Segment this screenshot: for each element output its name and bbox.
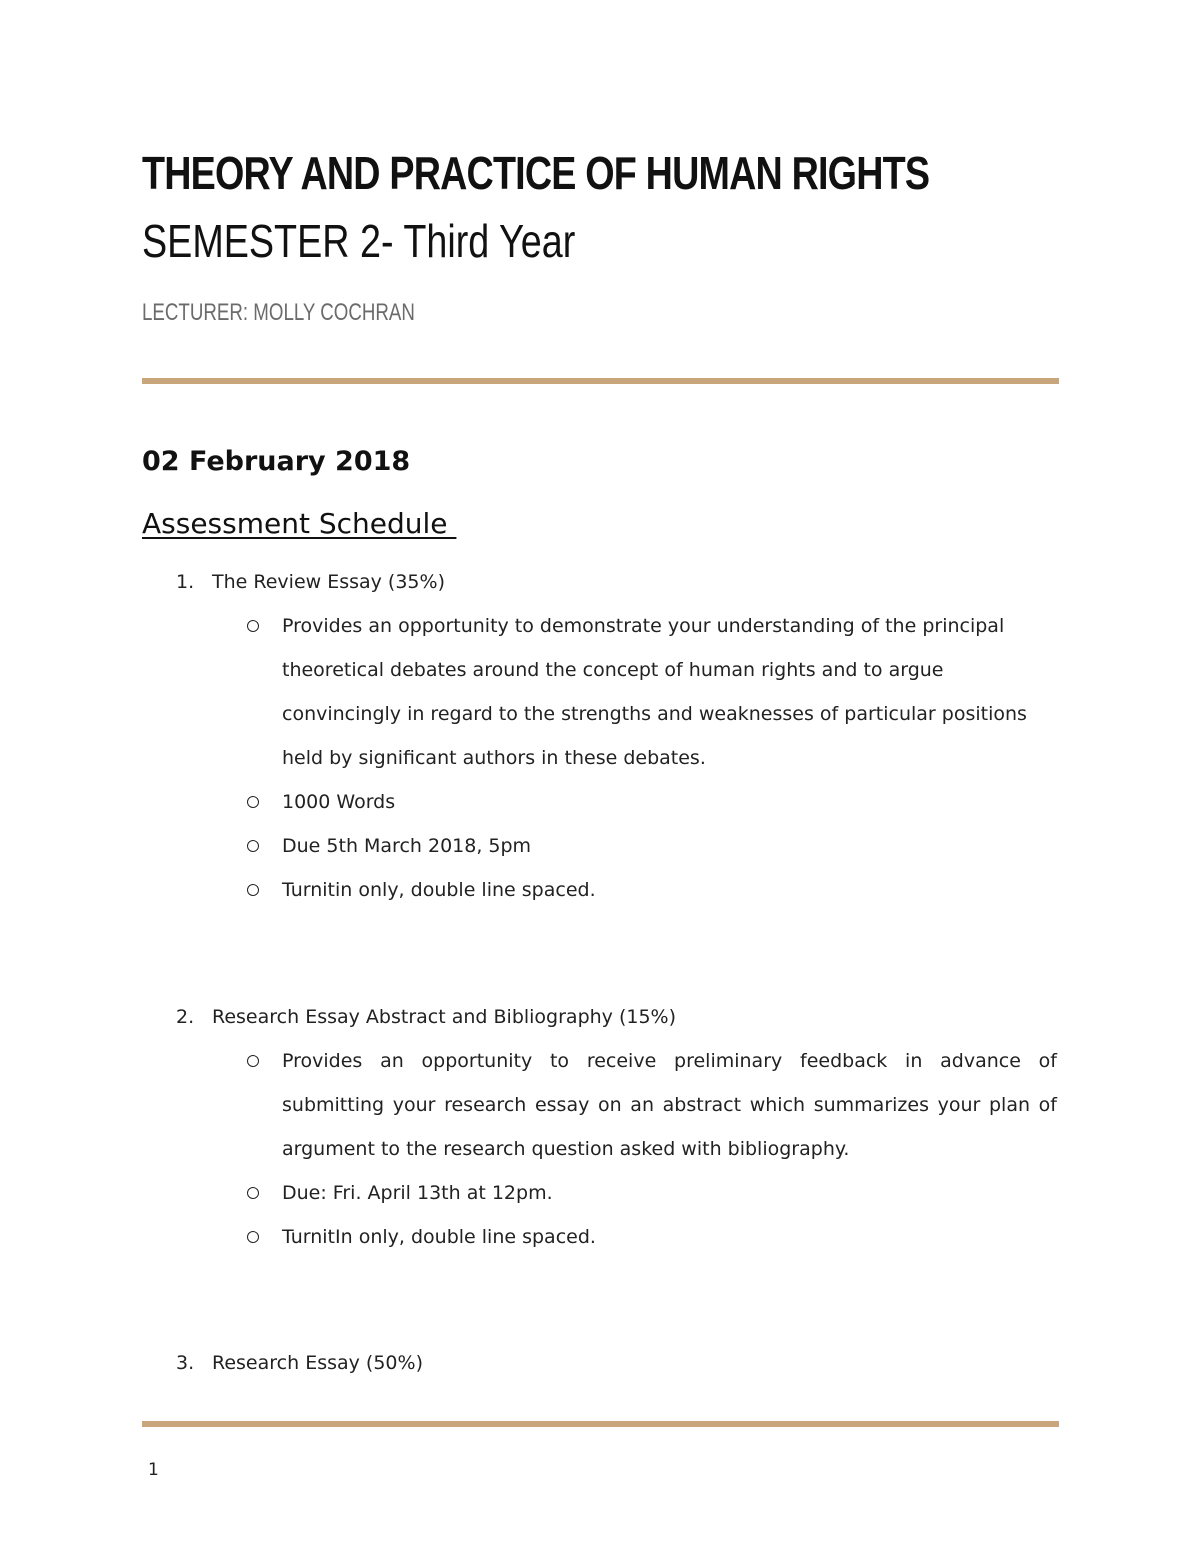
sub-bullet bbox=[247, 604, 1057, 780]
hollow-circle-bullet-icon bbox=[247, 1231, 259, 1243]
list-item-2 bbox=[176, 1006, 676, 1028]
sub-bullet-text: Provides an opportunity to receive preliminary feedback in advance of submitting your research essay on an abstract which summarizes your plan of argument to the research question asked with bibliography. bbox=[282, 1050, 1057, 1160]
sub-bullet bbox=[247, 868, 1057, 912]
sub-bullet-text: TurnitIn only, double line spaced. bbox=[282, 1226, 596, 1248]
list-item-label: Research Essay Abstract and Bibliography (15%) bbox=[212, 1006, 677, 1028]
sub-bullet bbox=[247, 824, 1057, 868]
hollow-circle-bullet-icon bbox=[247, 620, 259, 632]
sub-bullet bbox=[247, 1039, 1057, 1171]
list-item-label: The Review Essay (35%) bbox=[212, 571, 445, 593]
sub-bullet-text: 1000 Words bbox=[282, 791, 396, 813]
lecturer-line: LECTURER: MOLLY COCHRAN bbox=[142, 299, 415, 326]
list-item-3 bbox=[176, 1352, 423, 1374]
sub-bullet bbox=[247, 780, 1057, 824]
footer-divider bbox=[142, 1421, 1059, 1427]
document-subtitle: SEMESTER 2- Third Year bbox=[142, 215, 576, 267]
sub-bullet-text: Provides an opportunity to demonstrate your understanding of the principal theoretical debates around the concept of human rights and to argue convincingly in regard to the strengths and weaknesses of particular positions held by significant authors in these debates. bbox=[282, 615, 1027, 769]
sub-bullet-text: Due 5th March 2018, 5pm bbox=[282, 835, 532, 857]
list-item-number: 2. bbox=[176, 1006, 195, 1028]
hollow-circle-bullet-icon bbox=[247, 884, 259, 896]
sub-bullet-text: Turnitin only, double line spaced. bbox=[282, 879, 596, 901]
list-item-1 bbox=[176, 571, 445, 593]
sub-bullet bbox=[247, 1215, 1057, 1259]
sub-bullet-text: Due: Fri. April 13th at 12pm. bbox=[282, 1182, 553, 1204]
document-date: 02 February 2018 bbox=[142, 446, 411, 477]
sub-bullet bbox=[247, 1171, 1057, 1215]
list-item-number: 3. bbox=[176, 1352, 195, 1374]
list-item-label: Research Essay (50%) bbox=[212, 1352, 423, 1374]
hollow-circle-bullet-icon bbox=[247, 1187, 259, 1199]
hollow-circle-bullet-icon bbox=[247, 796, 259, 808]
hollow-circle-bullet-icon bbox=[247, 840, 259, 852]
section-heading: Assessment Schedule bbox=[142, 507, 457, 540]
list-item-number: 1. bbox=[176, 571, 195, 593]
header-divider bbox=[142, 378, 1059, 384]
page-number: 1 bbox=[148, 1460, 159, 1480]
hollow-circle-bullet-icon bbox=[247, 1055, 259, 1067]
document-title: THEORY AND PRACTICE OF HUMAN RIGHTS bbox=[142, 147, 930, 199]
